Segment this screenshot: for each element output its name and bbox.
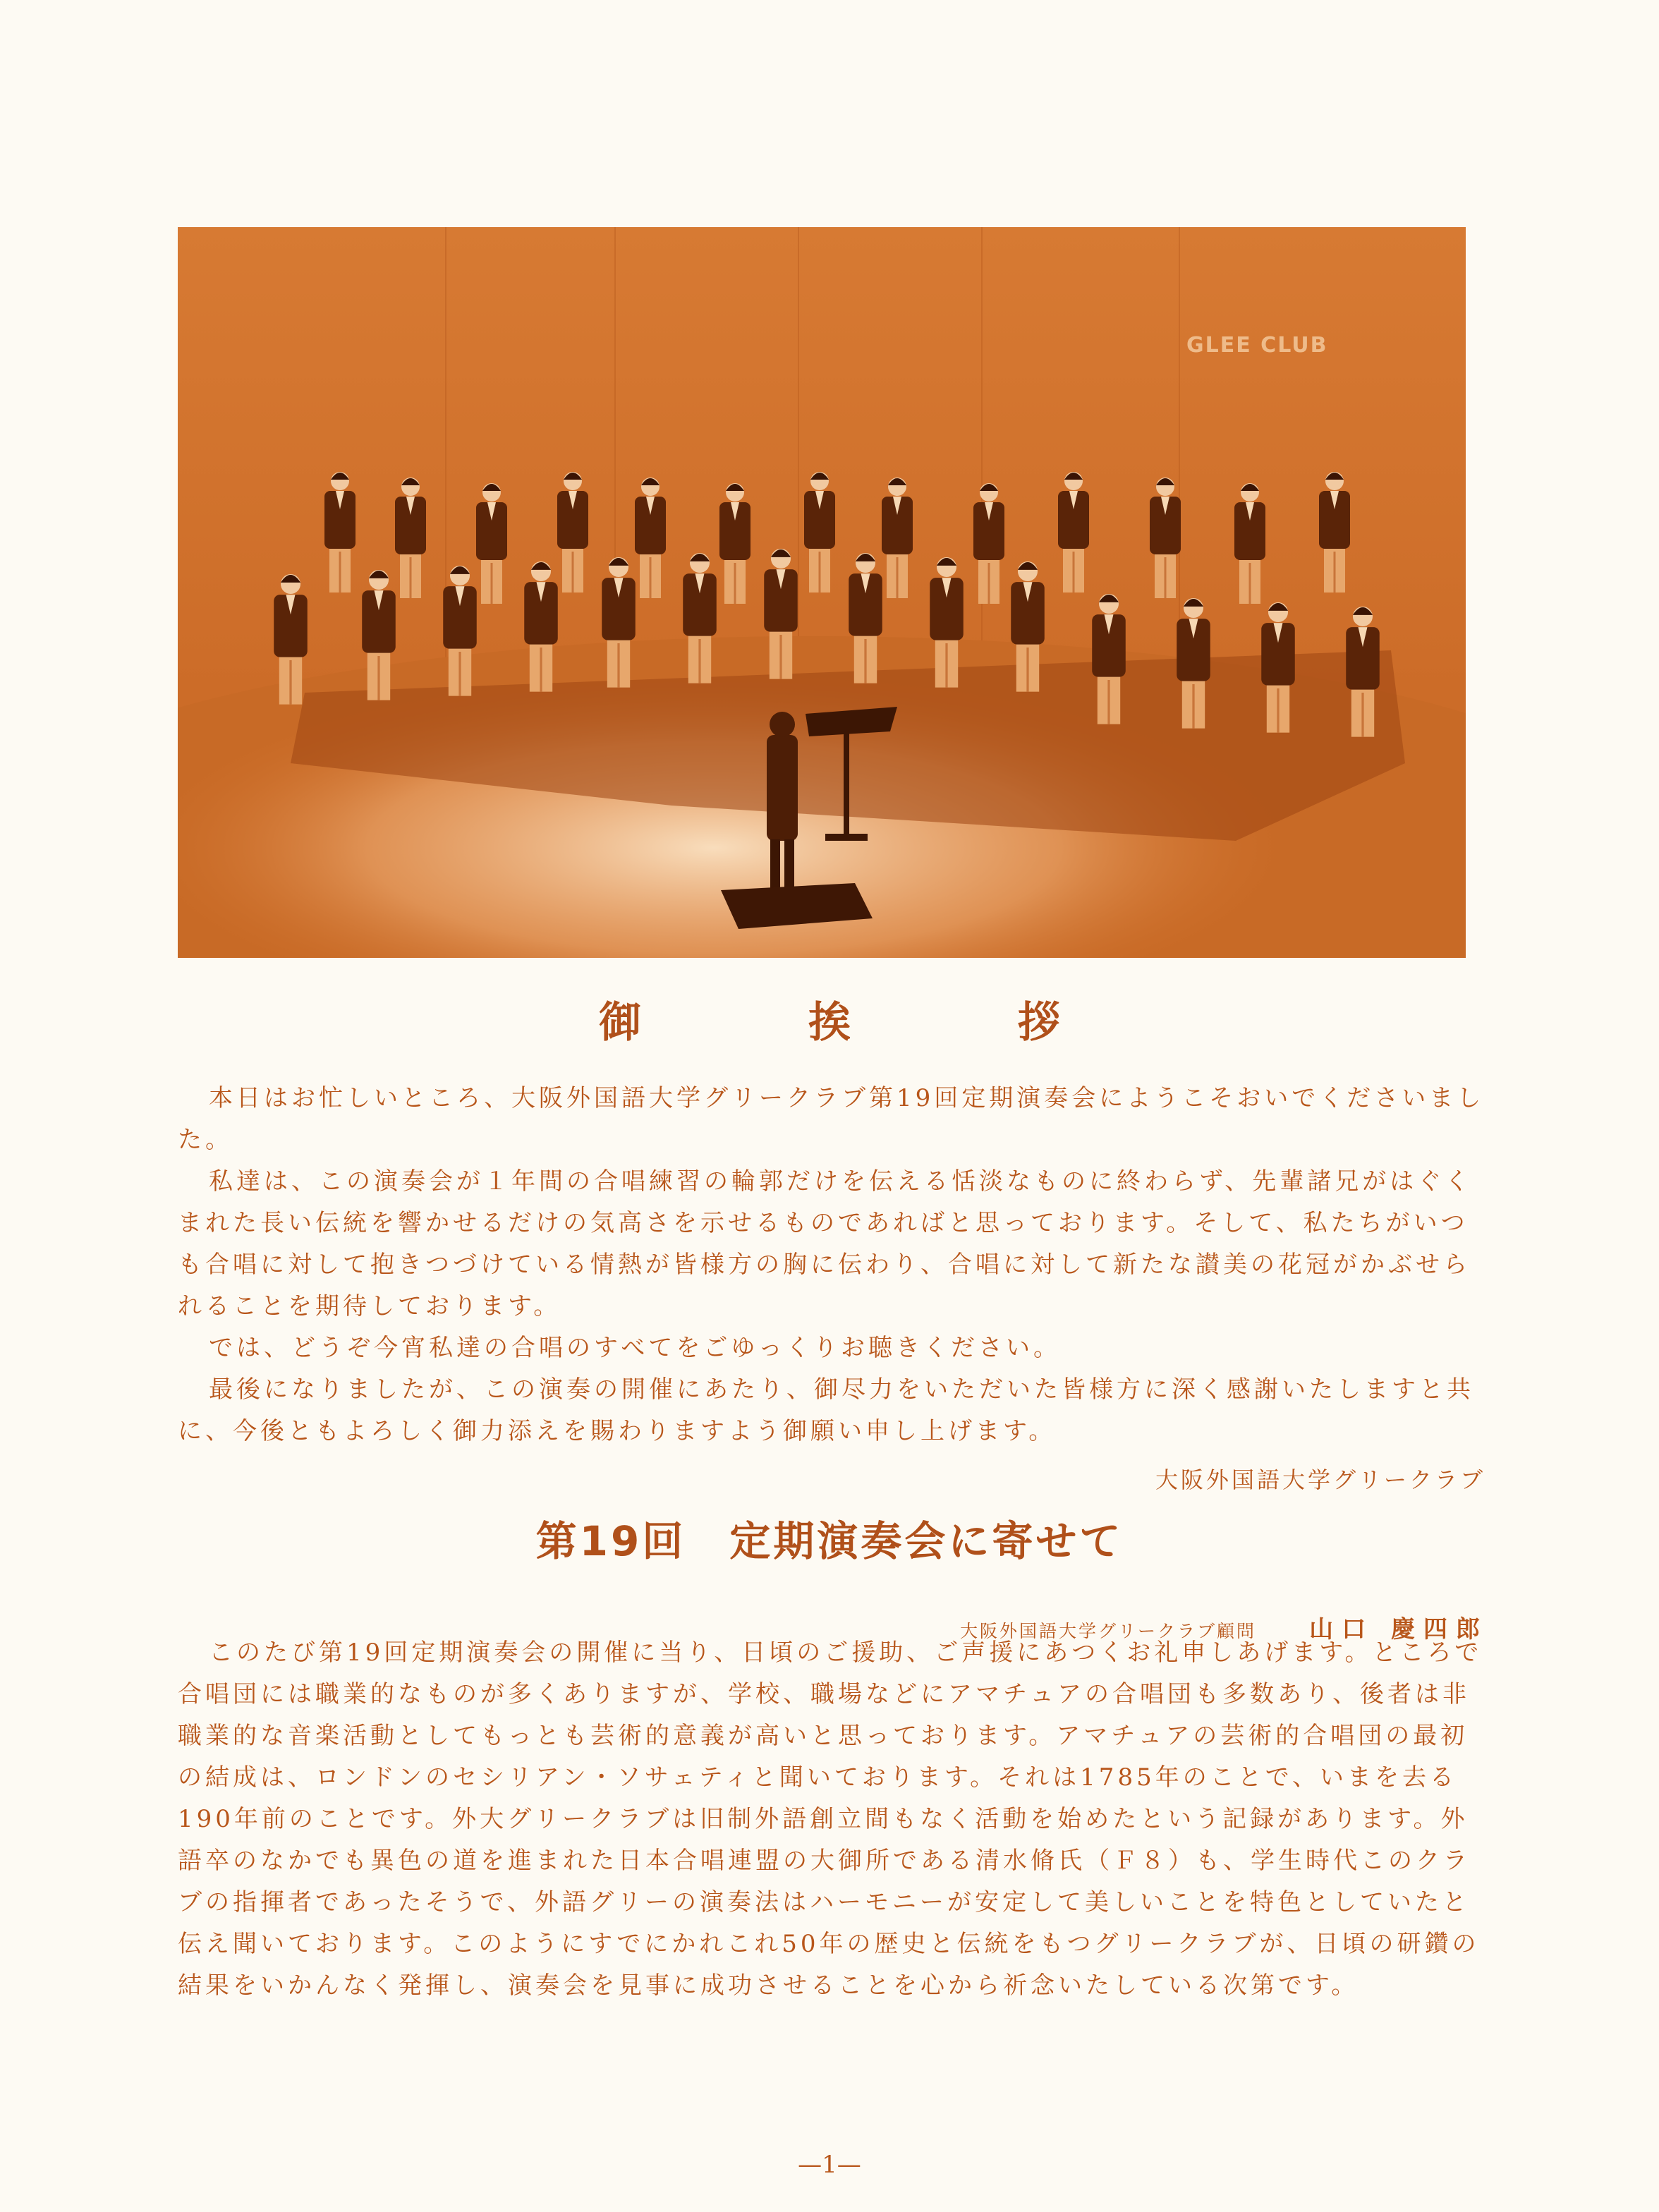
greeting-paragraph: 最後になりましたが、この演奏の開催にあたり、御尽力をいただいた皆様方に深く感謝いたしますと共に、今後ともよろしく御力添えを賜わりますよう御願い申し上げます。 bbox=[178, 1375, 1474, 1445]
article-title: 第19回 定期演奏会に寄せて bbox=[535, 1517, 1124, 1565]
article-body bbox=[178, 1632, 1490, 2007]
page-number: —1— bbox=[798, 2151, 861, 2179]
greeting-title: 御 挨 拶 bbox=[599, 998, 1136, 1047]
choir-photo bbox=[178, 227, 1466, 958]
greeting-body bbox=[178, 1078, 1490, 1452]
author-role: 大阪外国語大学グリークラブ顧問 bbox=[960, 1621, 1257, 1641]
greeting-paragraph: では、どうぞ今宵私達の合唱のすべてをごゆっくりお聴きください。 bbox=[209, 1334, 1061, 1362]
greeting-paragraph: 私達は、この演奏会が１年間の合唱練習の輪郭だけを伝える恬淡なものに終わらず、先輩諸兄がはぐくまれた長い伝統を響かせるだけの気高さを示せるものであればと思っております。そして、私たちがいつも合唱に対して抱きつづけている情熱が皆様方の胸に伝わり、合唱に対して新たな讃美の花冠がかぶせられることを期待しております。 bbox=[178, 1167, 1473, 1320]
greeting-paragraph: 本日はお忙しいところ、大阪外国語大学グリークラブ第19回定期演奏会にようこそおいでくださいました。 bbox=[178, 1084, 1485, 1154]
author-name: 山口 慶四郎 bbox=[1309, 1615, 1488, 1643]
greeting-signature: 大阪外国語大学グリークラブ bbox=[1155, 1466, 1485, 1493]
stage-sign: GLEE CLUB bbox=[1186, 333, 1328, 358]
article-paragraph: このたび第19回定期演奏会の開催に当り、日頃のご援助、ご声援にあつくお礼申しあげます。ところで合唱団には職業的なものが多くありますが、学校、職場などにアマチュアの合唱団も多数あり、後者は非職業的な音楽活動としてもっとも芸術的意義が高いと思っております。アマチュアの芸術的合唱団の最初の結成は、ロンドンのセシリアン・ソサェティと聞いております。それは1785年のことで、いまを去る190年前のことです。外大グリークラブは旧制外語創立間もなく活動を始めたという記録があります。外語卒のなかでも異色の道を進まれた日本合唱連盟の大御所である清水脩氏（Ｆ８）も、学生時代このクラブの指揮者であったそうで、外語グリーの演奏法はハーモニーが安定して美しいことを特色としていたと伝え聞いております。このようにすでにかれこれ50年の歴史と伝統をもつグリークラブが、日頃の研鑽の結果をいかんなく発揮し、演奏会を見事に成功させることを心から祈念いたしている次第です。 bbox=[178, 1639, 1483, 2000]
